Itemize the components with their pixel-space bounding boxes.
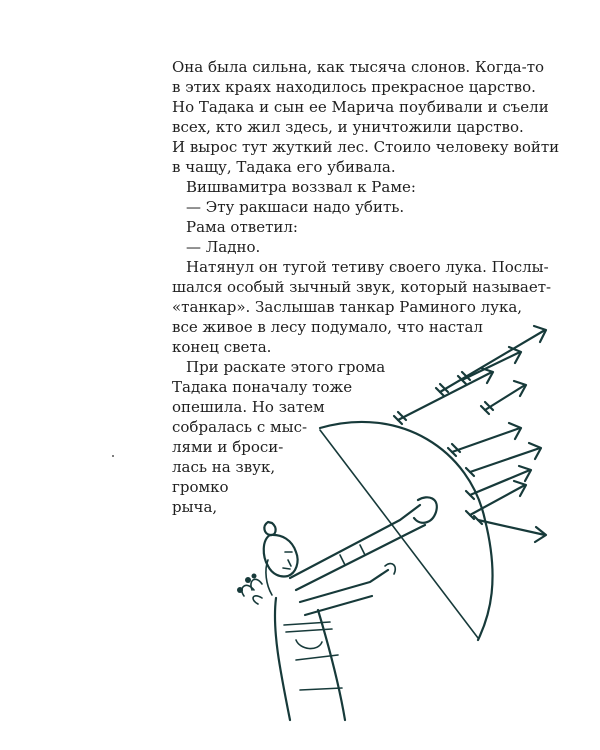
- text-line: собралась с мыс-: [172, 418, 308, 436]
- text-line: лями и броси-: [172, 438, 284, 456]
- text-line: Тадака поначалу тоже: [172, 378, 353, 396]
- text-line: «танкар». Заслышав танкар Раминого лука,: [172, 298, 523, 316]
- text-line: всех, кто жил здесь, и уничтожили царство.: [172, 118, 524, 136]
- arrow: [474, 516, 546, 542]
- story-text: [172, 57, 560, 517]
- text-line: в чащу, Тадака его убивала.: [172, 158, 396, 176]
- text-line: — Эту ракшаси надо убить.: [186, 198, 405, 216]
- text-line: шался особый зычный звук, который называет-: [172, 278, 552, 296]
- text-line: конец света.: [172, 338, 272, 356]
- text-line: все живое в лесу подумало, что настал: [172, 318, 483, 336]
- text-line: — Ладно.: [186, 238, 261, 256]
- text-line: в этих краях находилось прекрасное царство.: [172, 78, 536, 96]
- text-line: лась на звук,: [172, 458, 276, 476]
- text-line: Рама ответил:: [186, 218, 298, 236]
- text-line: Натянул он тугой тетиву своего лука. Послы-: [186, 258, 549, 276]
- text-line: Но Тадака и сын ее Марича поубивали и съели: [172, 98, 549, 116]
- page-speck: [112, 455, 114, 457]
- archer: [237, 497, 437, 720]
- text-line: рыча,: [172, 498, 218, 516]
- text-line: При раскате этого грома: [186, 358, 386, 376]
- text-line: опешила. Но затем: [172, 398, 325, 416]
- text-line: громко: [172, 478, 229, 496]
- text-line: Она была сильна, как тысяча слонов. Когда-то: [172, 58, 545, 76]
- text-line: И вырос тут жуткий лес. Стоило человеку войти: [172, 138, 560, 156]
- text-line: Вишвамитра воззвал к Раме:: [186, 178, 416, 196]
